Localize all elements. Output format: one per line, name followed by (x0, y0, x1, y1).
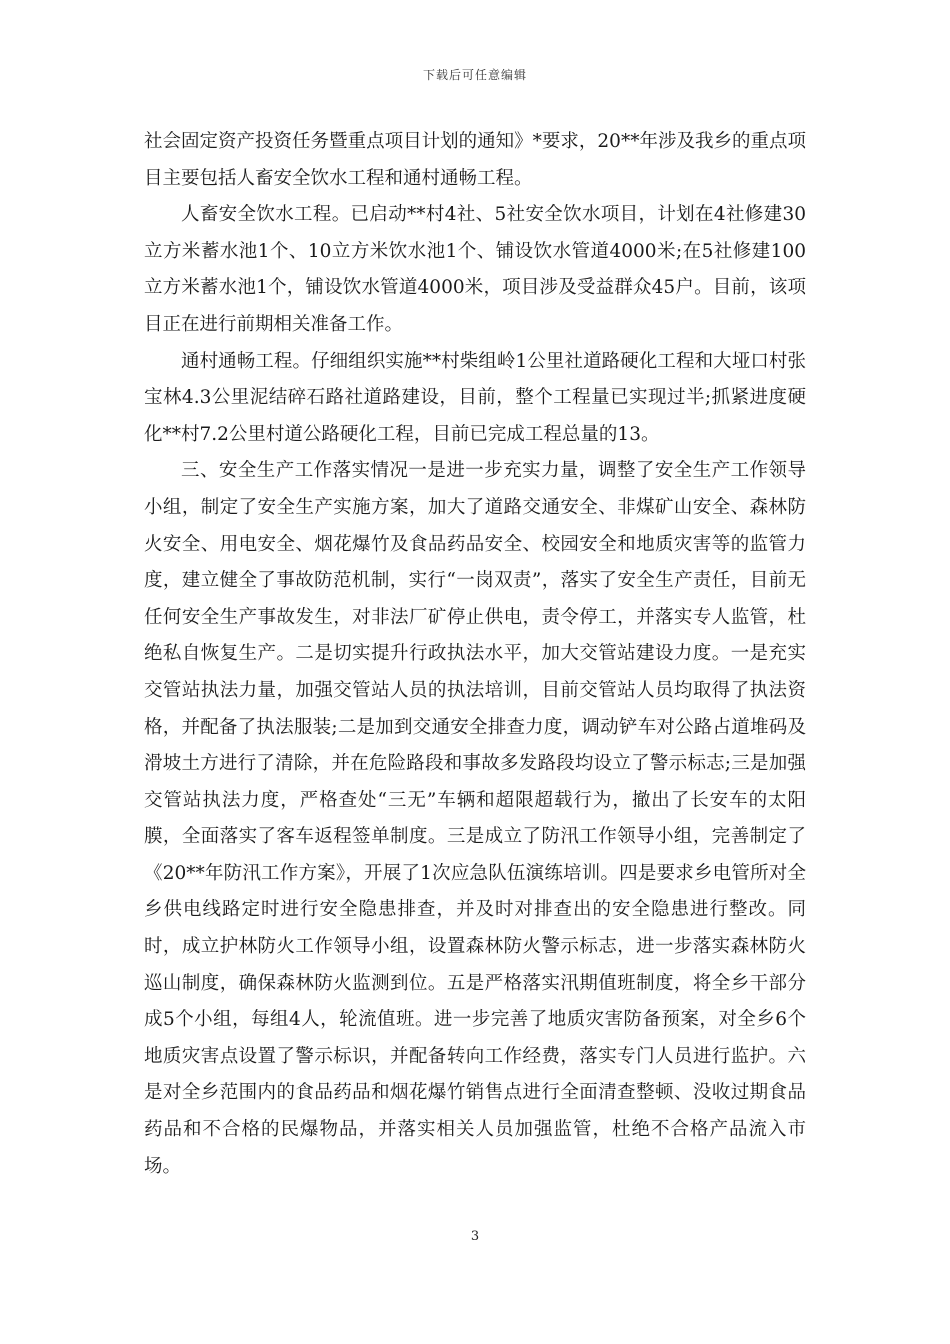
paragraph-village-road-project: 通村通畅工程。仔细组织实施**村柴组岭1公里社道路硬化工程和大垭口村张宝林4.3公里泥结碎石路社道路建设，目前，整个工程量已实现过半;抓紧进度硬化**村7.2公里村道公路硬化工程，目前已完成工程总量的13。 (144, 350, 806, 445)
paragraph-drinking-water-project: 人畜安全饮水工程。已启动**村4社、5社安全饮水项目，计划在4社修建30立方米蓄水池1个、10立方米饮水池1个、铺设饮水管道4000米;在5社修建100立方米蓄水池1个，铺设饮水管道4000米，项目涉及受益群众45户。目前，该项目正在进行前期相关准备工作。 (144, 204, 806, 335)
paragraph-safety-production: 三、安全生产工作落实情况一是进一步充实力量，调整了安全生产工作领导小组，制定了安全生产实施方案，加大了道路交通安全、非煤矿山安全、森林防火安全、用电安全、烟花爆竹及食品药品安全、校园安全和地质灾害等的监管力度，建立健全了事故防范机制，实行“一岗双责”，落实了安全生产责任，目前无任何安全生产事故发生，对非法厂矿停止供电，责令停工，并落实专人监管，杜绝私自恢复生产。二是切实提升行政执法水平，加大交管站建设力度。一是充实交管站执法力量，加强交管站人员的执法培训，目前交管站人员均取得了执法资格，并配备了执法服装;二是加到交通安全排查力度，调动铲车对公路占道堆码及滑坡土方进行了清除，并在危险路段和事故多发路段均设立了警示标志;三是加强交管站执法力度，严格查处“三无”车辆和超限超载行为，撤出了长安车的太阳膜，全面落实了客车返程签单制度。三是成立了防汛工作领导小组，完善制定了《20**年防汛工作方案》，开展了1次应急队伍演练培训。四是要求乡电管所对全乡供电线路定时进行安全隐患排查，并及时对排查出的安全隐患进行整改。同时，成立护林防火工作领导小组，设置森林防火警示标志，进一步落实森林防火巡山制度，确保森林防火监测到位。五是严格落实汛期值班制度，将全乡干部分成5个小组，每组4人，轮流值班。进一步完善了地质灾害防备预案，对全乡6个地质灾害点设置了警示标识，并配备转向工作经费，落实专门人员进行监护。六是对全乡范围内的食品药品和烟花爆竹销售点进行全面清查整顿、没收过期食品药品和不合格的民爆物品，并落实相关人员加强监管，杜绝不合格产品流入市场。 (144, 460, 806, 1177)
paragraph-continuation: 社会固定资产投资任务暨重点项目计划的通知》*要求，20**年涉及我乡的重点项目主要包括人畜安全饮水工程和通村通畅工程。 (144, 131, 806, 189)
document-body (144, 124, 806, 1185)
page-number: 3 (470, 1229, 480, 1244)
page-header: 下载后可任意编辑 (422, 68, 527, 82)
